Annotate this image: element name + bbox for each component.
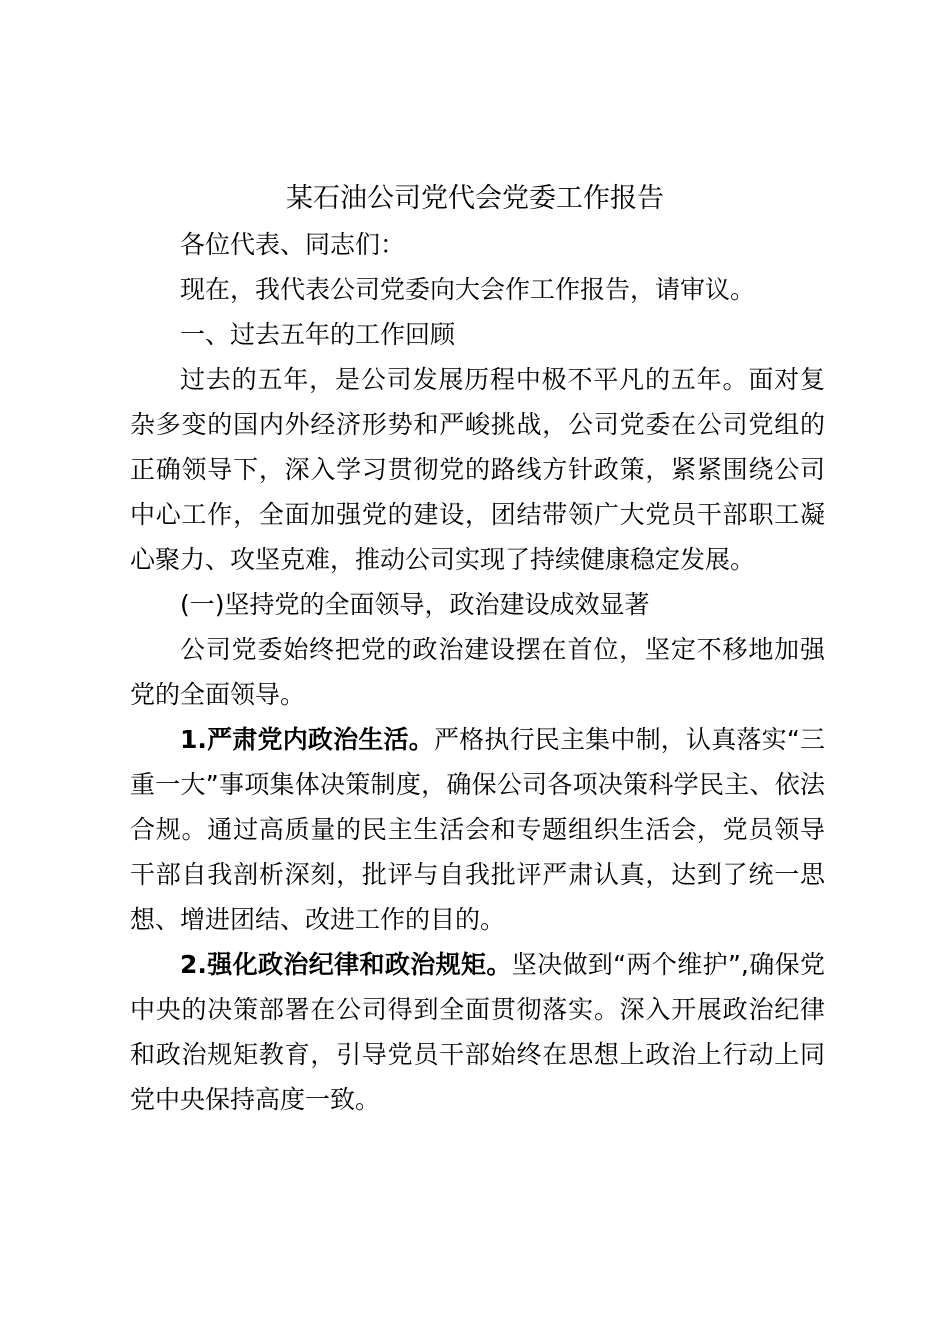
leadership-paragraph: 公司党委始终把党的政治建设摆在首位，坚定不移地加强党的全面领导。 xyxy=(130,635,825,709)
subsection-heading: (一)坚持党的全面领导，政治建设成效显著 xyxy=(180,590,650,619)
point-one-lead: 1.严肃党内政治生活。 xyxy=(180,725,434,754)
point-one-paragraph: 1.严肃党内政治生活。严格执行民主集中制，认真落实“三重一大”事项集体决策制度，确保公司各项决策科学民主、依法合规。通过高质量的民主生活会和专题组织生活会，党员领导干部自我剖析深刻，批评与自我批评严肃认真，达到了统一思想、增进团结、改进工作的目的。 xyxy=(130,725,825,934)
greeting-paragraph: 各位代表、同志们： xyxy=(180,230,406,259)
section-heading: 一、过去五年的工作回顾 xyxy=(180,320,456,349)
document-body xyxy=(130,222,825,1122)
point-two-lead: 2.强化政治纪律和政治规矩。 xyxy=(180,950,512,979)
review-paragraph: 过去的五年，是公司发展历程中极不平凡的五年。面对复杂多变的国内外经济形势和严峻挑战，公司党委在公司党组的正确领导下，深入学习贯彻党的路线方针政策，紧紧围绕公司中心工作，全面加强党的建设，团结带领广大党员干部职工凝心聚力、攻坚克难，推动公司实现了持续健康稳定发展。 xyxy=(130,365,825,574)
point-two-paragraph: 2.强化政治纪律和政治规矩。坚决做到“两个维护”,确保党中央的决策部署在公司得到全面贯彻落实。深入开展政治纪律和政治规矩教育，引导党员干部始终在思想上政治上行动上同党中央保持高度一致。 xyxy=(130,950,825,1114)
opening-paragraph: 现在，我代表公司党委向大会作工作报告，请审议。 xyxy=(180,275,756,304)
document-title: 某石油公司党代会党委工作报告 xyxy=(286,183,664,214)
